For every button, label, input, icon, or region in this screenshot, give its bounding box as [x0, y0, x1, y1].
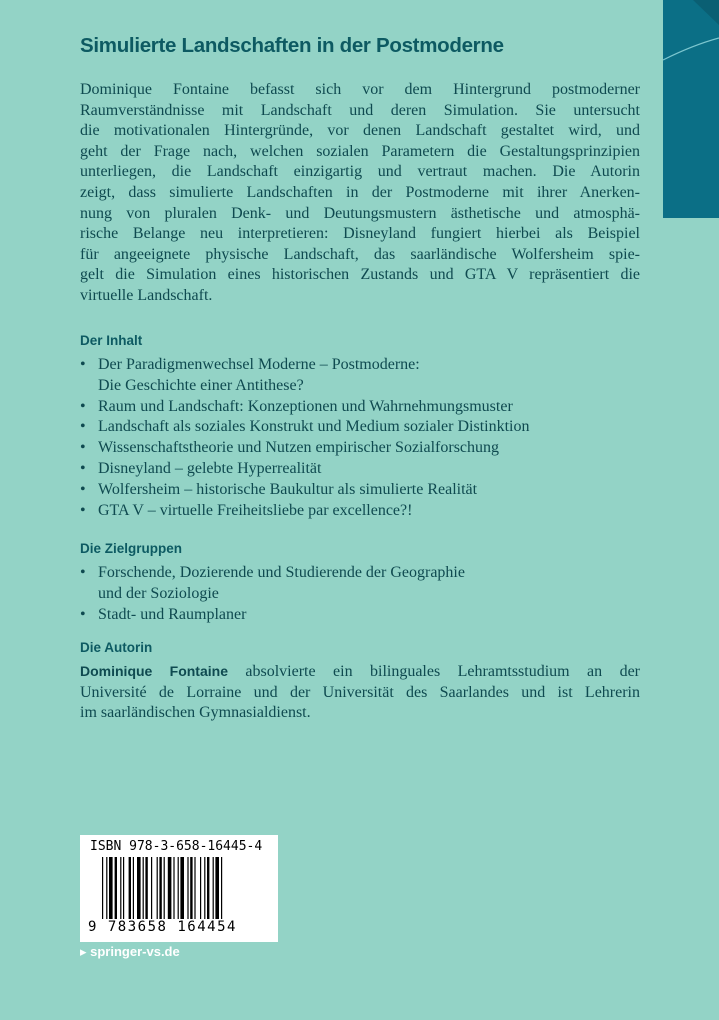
list-item-continuation: Die Geschichte einer Antithese?	[98, 376, 304, 394]
isbn-barcode	[80, 835, 278, 942]
text-line: Université de Lorraine und der Universität des Saarlandes und ist Lehrerin	[80, 683, 640, 701]
barcode-bar	[194, 857, 195, 919]
barcode-bar	[115, 857, 117, 919]
barcode-bar	[200, 857, 201, 919]
book-title: Simulierte Landschaften in der Postmoderne	[80, 34, 504, 57]
barcode-bar	[123, 857, 124, 919]
intro-paragraph	[80, 80, 640, 307]
barcode-bar	[145, 857, 147, 919]
barcode-bar	[151, 857, 152, 919]
author-paragraph	[80, 661, 640, 724]
list-item: • Disneyland – gelebte Hyperrealität	[80, 459, 529, 480]
barcode-bar	[106, 857, 107, 919]
text-line: absolvierte ein bilinguales Lehramtsstudium an der	[227, 663, 640, 680]
barcode-bar	[190, 857, 192, 919]
text-line: zeigt, dass simulierte Landschaften in der Postmoderne mit ihrer Anerken-	[80, 183, 640, 201]
list-item: • Forschende, Dozierende und Studierende der Geographie	[80, 563, 465, 584]
barcode-bar	[213, 857, 214, 919]
barcode-bar	[173, 857, 174, 919]
audience-list	[80, 563, 465, 625]
barcode-bar	[168, 857, 172, 919]
text-line: rische Belange neu interpretieren: Disneyland fungiert hierbei als Beispiel	[80, 225, 640, 243]
cover-corner-graphic	[663, 0, 719, 218]
text-line: nung von pluralen Denk- und Deutungsmustern ästhetische und atmosphä-	[80, 204, 640, 222]
barcode-bar	[133, 857, 134, 919]
list-item: • Raum und Landschaft: Konzeptionen und Wahrnehmungsmuster	[80, 397, 529, 418]
audience-heading: Die Zielgruppen	[80, 541, 183, 556]
text-line: geht der Frage nach, welchen sozialen Parametern die Gestaltungsprinzipien	[80, 142, 640, 160]
barcode-bar	[120, 857, 121, 919]
barcode-bar	[159, 857, 161, 919]
text-line: virtuelle Landschaft.	[80, 286, 213, 304]
barcode-bar	[164, 857, 165, 919]
publisher-url[interactable]: ▸ springer-vs.de	[80, 944, 180, 959]
contents-heading: Der Inhalt	[80, 333, 143, 348]
barcode-digits: 9 783658 164454	[88, 919, 237, 935]
list-item: • Landschaft als soziales Konstrukt und Medium sozialer Distinktion	[80, 417, 529, 438]
author-heading: Die Autorin	[80, 640, 153, 655]
list-item: • Wissenschaftstheorie und Nutzen empirischer Sozialforschung	[80, 438, 529, 459]
barcode-bar	[143, 857, 144, 919]
barcode-bar	[102, 857, 103, 919]
barcode-bar	[137, 857, 141, 919]
list-item-continuation: und der Soziologie	[98, 584, 219, 602]
barcode-bar	[109, 857, 113, 919]
text-line: im saarländischen Gymnasialdienst.	[80, 704, 311, 722]
barcode-bar	[180, 857, 184, 919]
list-item: • GTA V – virtuelle Freiheitsliebe par excellence?!	[80, 501, 529, 522]
author-name: Dominique Fontaine	[80, 663, 228, 679]
barcode-bar	[187, 857, 188, 919]
barcode-bar	[215, 857, 219, 919]
list-item: • Wolfersheim – historische Baukultur als simulierte Realität	[80, 480, 529, 501]
barcode-bar	[207, 857, 209, 919]
text-line: unterliegen, die Landschaft einzigartig und vertraut machen. Die Autorin	[80, 163, 640, 181]
list-item: • Der Paradigmenwechsel Moderne – Postmoderne:	[80, 355, 529, 376]
text-line: gelt die Simulation eines historischen Zustands und GTA V repräsentiert die	[80, 266, 640, 284]
text-line: für angeeignete physische Landschaft, das saarländische Wolfersheim spie-	[80, 245, 640, 263]
barcode-bar	[178, 857, 179, 919]
list-item: • Stadt- und Raumplaner	[80, 605, 465, 626]
text-line: Dominique Fontaine befasst sich vor dem Hintergrund postmoderner	[80, 81, 640, 98]
contents-list	[80, 355, 529, 521]
text-line: Raumverständnisse mit Landschaft und deren Simulation. Sie untersucht	[80, 101, 640, 119]
barcode-bar	[157, 857, 158, 919]
text-line: die motivationalen Hintergründe, vor denen Landschaft gestaltet wird, und	[80, 122, 640, 140]
barcode-bar	[129, 857, 131, 919]
isbn-text: ISBN 978-3-658-16445-4	[90, 839, 263, 854]
barcode-bar	[221, 857, 222, 919]
barcode-bar	[204, 857, 205, 919]
